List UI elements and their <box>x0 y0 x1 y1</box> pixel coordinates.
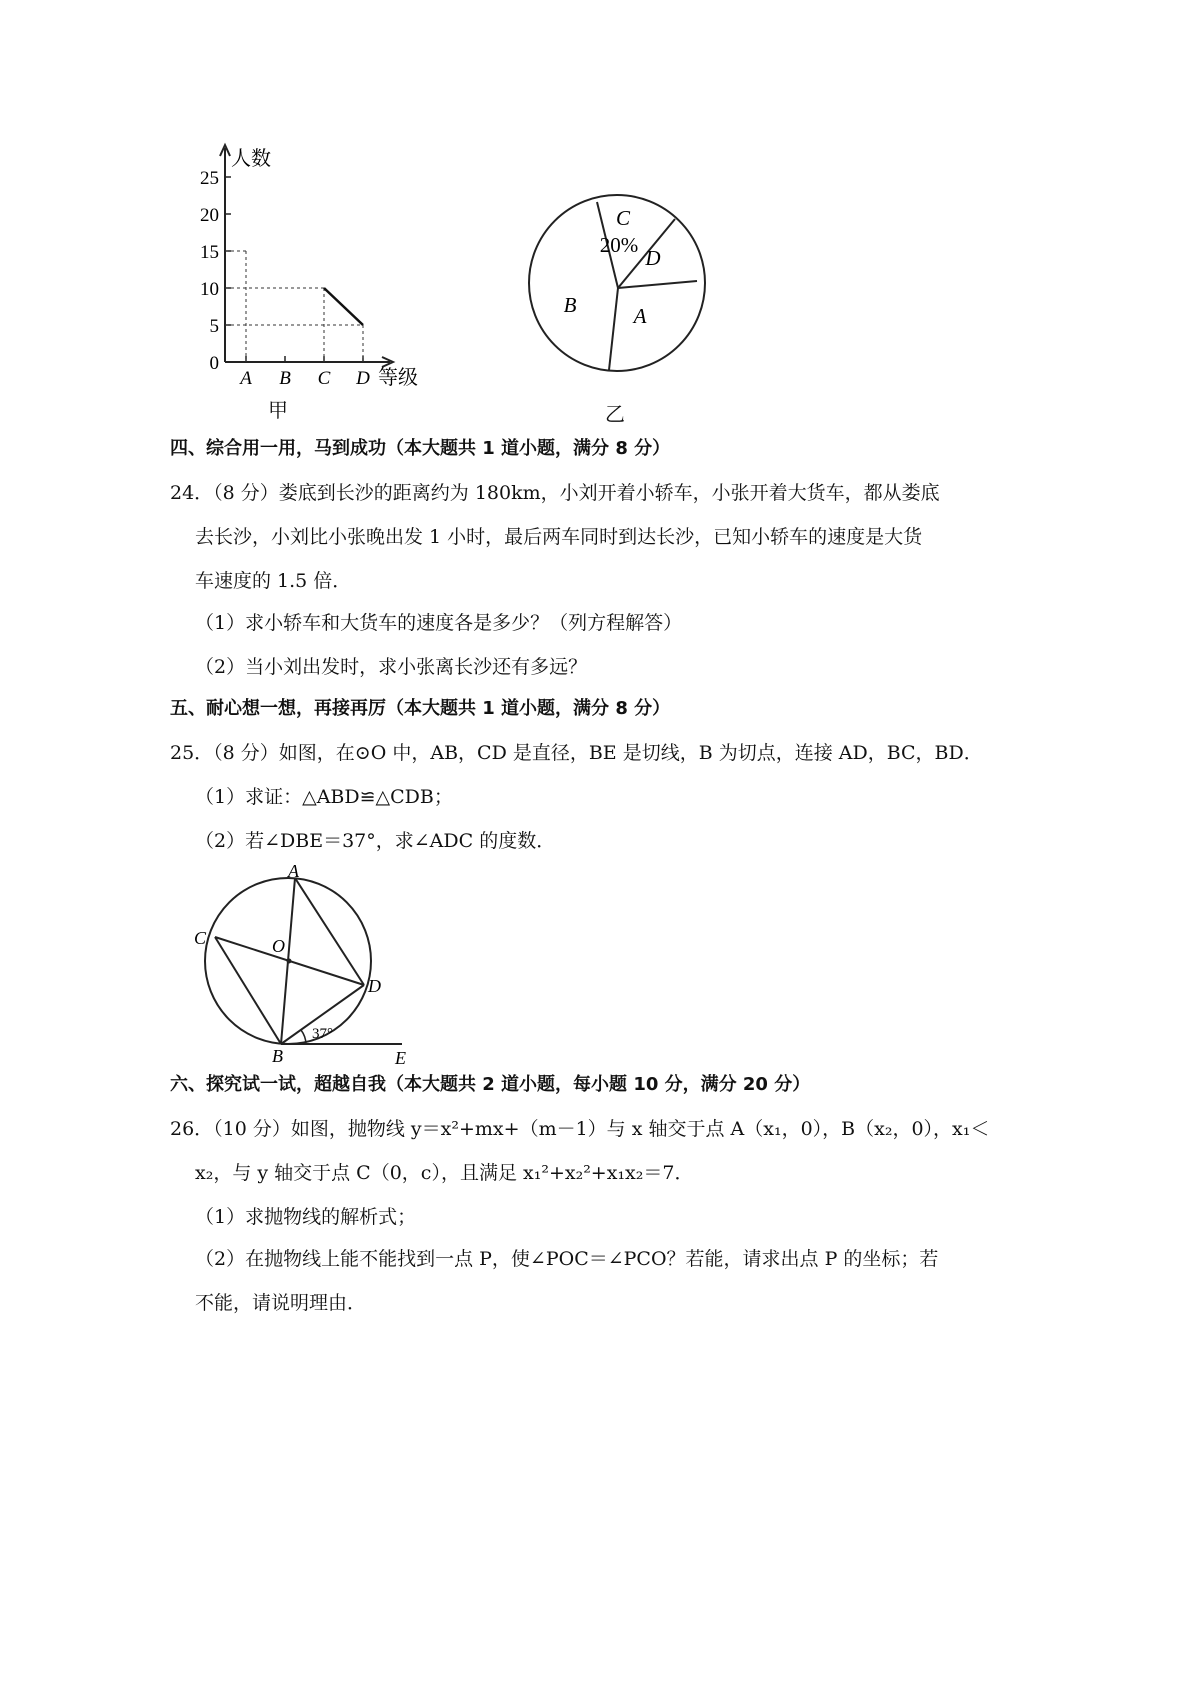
pie-label-b: B <box>563 293 577 317</box>
x-tick-label: D <box>356 368 370 389</box>
chart-plot-area <box>200 145 418 389</box>
q26-part-1: （1）求抛物线的解析式； <box>195 1206 417 1228</box>
y-tick-label: 5 <box>209 316 219 337</box>
section-heading-5: 五、耐心想一想，再接再厉（本大题共 1 道小题，满分 8 分） <box>170 698 671 719</box>
bar-chart-figure <box>190 140 450 430</box>
data-line-segment <box>324 288 363 325</box>
center-point-o <box>287 959 292 964</box>
q26-line-2: x₂，与 y 轴交于点 C（0，c），且满足 x₁²+x₂²+x₁x₂＝7． <box>195 1162 694 1184</box>
x-axis-title: 等级 <box>378 367 418 389</box>
label-angle-37: 37° <box>312 1026 333 1042</box>
label-e: E <box>395 1048 406 1067</box>
label-o: O <box>272 936 285 956</box>
x-tick-label: B <box>279 368 291 389</box>
pie-label-a: A <box>633 304 647 328</box>
q25-line-1: 25．（8 分）如图，在⊙O 中，AB，CD 是直径，BE 是切线，B 为切点，连接 AD，BC，BD． <box>170 742 983 764</box>
label-d: D <box>368 976 381 996</box>
pie-label-c: C <box>615 206 631 230</box>
figure-caption-yi: 乙 <box>605 402 625 426</box>
q26-part-2-line-1: （2）在抛物线上能不能找到一点 P，使∠POC＝∠PCO？若能，请求出点 P 的坐标；若 <box>195 1248 939 1270</box>
y-tick-label: 20 <box>200 205 219 226</box>
label-b: B <box>272 1046 283 1066</box>
chord-ad <box>295 878 364 985</box>
q26-part-2-line-2: 不能，请说明理由． <box>195 1292 367 1314</box>
figure-caption-jia: 甲 <box>268 398 288 422</box>
section-heading-6: 六、探究试一试，超越自我（本大题共 2 道小题，每小题 10 分，满分 20 分） <box>170 1074 811 1095</box>
pie-slice-divider <box>609 288 618 370</box>
y-tick-label: 0 <box>209 353 219 374</box>
y-axis-title: 人数 <box>231 148 271 170</box>
label-c: C <box>194 928 207 948</box>
pie-plot-area <box>529 195 705 371</box>
q25-part-2: （2）若∠DBE＝37°，求∠ADC 的度数． <box>195 830 556 852</box>
y-tick-label: 10 <box>200 279 219 300</box>
y-tick-label: 15 <box>200 242 219 263</box>
label-a: A <box>288 862 299 881</box>
q26-line-1: 26．（10 分）如图，抛物线 y＝x²+mx+（m－1）与 x 轴交于点 A（x₁，0），B（x₂，0），x₁＜ <box>170 1118 990 1140</box>
x-tick-label: A <box>240 368 252 389</box>
q24-line-3: 车速度的 1.5 倍． <box>195 570 352 592</box>
q24-part-2: （2）当小刘出发时，求小张离长沙还有多远？ <box>195 656 588 678</box>
pie-label-c-percent: 20% <box>599 233 639 257</box>
y-tick-label: 25 <box>200 168 219 189</box>
pie-label-d: D <box>645 246 661 270</box>
q24-line-2: 去长沙，小刘比小张晚出发 1 小时，最后两车同时到达长沙，已知小轿车的速度是大货 <box>195 526 923 548</box>
q25-part-1: （1）求证：△ABD≌△CDB； <box>195 786 453 808</box>
circle-geometry-figure <box>188 862 423 1067</box>
pie-chart-figure <box>525 190 725 380</box>
q24-part-1: （1）求小轿车和大货车的速度各是多少？（列方程解答） <box>195 612 683 634</box>
x-tick-label: C <box>317 368 331 389</box>
q24-line-1: 24．（8 分）娄底到长沙的距离约为 180km，小刘开着小轿车，小张开着大货车，都从娄底 <box>170 482 940 504</box>
pie-slice-divider <box>618 281 697 288</box>
section-heading-4: 四、综合用一用，马到成功（本大题共 1 道小题，满分 8 分） <box>170 438 671 459</box>
